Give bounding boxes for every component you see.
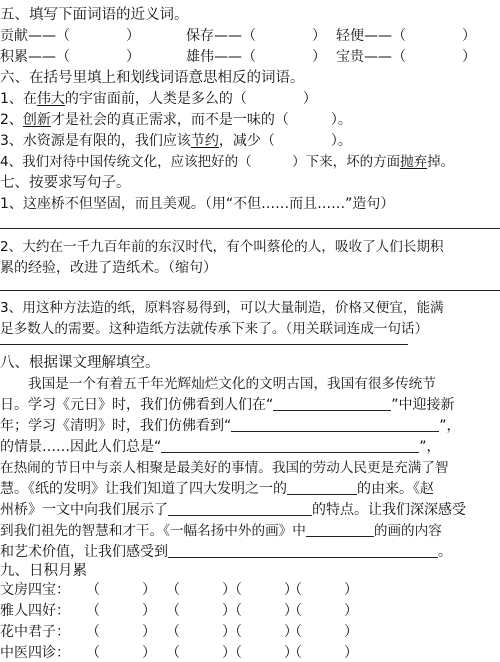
idiom-answer-slot[interactable]: （ ） (86, 645, 156, 661)
section-9-title: 九、日积月累 (0, 563, 87, 579)
paragraph-line: 慧。《纸的发明》让我们知道了四大发明之一的 的由来。《赵 (0, 481, 434, 497)
paragraph-line: 到我们祖先的智慧和才干。《一幅名扬中外的画》中 的画的内容 (0, 523, 442, 539)
synonym-item: 贡献——（ ） (0, 28, 140, 44)
synonym-item: 宝贵——（ ） (336, 49, 476, 65)
idiom-answer-slot[interactable]: （ ） (86, 582, 156, 598)
sentence-question-2-line1: 2、大约在一千九百年前的东汉时代，有个叫蔡伦的人，吸收了人们长期积 (0, 239, 444, 255)
idiom-answer-slot[interactable]: （ ） (228, 582, 298, 598)
fill-blank[interactable] (273, 396, 391, 411)
idiom-answer-slot[interactable]: （ ） (228, 624, 298, 640)
idiom-answer-slot[interactable]: （ ） (288, 624, 358, 640)
sentence-question-3-line2: 足多数人的需要。这种造纸方法就传承下来了。（用关联词连成一句话） (0, 321, 429, 337)
synonym-item: 雄伟——（ ） (186, 49, 326, 65)
idiom-answer-slot[interactable]: （ ） (288, 645, 358, 661)
idiom-answer-slot[interactable]: （ ） (166, 624, 236, 640)
sentence-question-3-line1: 3、用这种方法造的纸，原料容易得到，可以大量制造，价格又便宜，能满 (0, 300, 444, 316)
antonym-question-2: 2、创新才是社会的真正需求，而不是一味的（ ）。 (0, 112, 352, 128)
idiom-answer-slot[interactable]: （ ） (86, 624, 156, 640)
section-7-title: 七、按要求写句子。 (0, 175, 131, 191)
idiom-row-label: 中医四诊： (0, 645, 70, 661)
answer-line[interactable] (0, 228, 500, 229)
sentence-question-1: 1、这座桥不但坚固，而且美观。（用“不但……而且……”造句） (0, 196, 395, 212)
paragraph-line: 州桥》一文中向我们展示了 的特点。让我们深深感受 (0, 502, 466, 518)
fill-blank[interactable] (168, 501, 312, 516)
idiom-answer-slot[interactable]: （ ） (288, 582, 358, 598)
sentence-question-2-line2: 累的经验，改进了造纸术。（缩句） (0, 260, 217, 276)
fill-blank[interactable] (168, 543, 438, 558)
idiom-answer-slot[interactable]: （ ） (228, 603, 298, 619)
idiom-row-label: 雅人四好： (0, 603, 70, 619)
paragraph-line: 和艺术价值，让我们感受到 。 (0, 544, 452, 560)
antonym-question-1: 1、在伟大的宇宙面前，人类是多么的（ ） (0, 91, 317, 107)
paragraph-line: 的情景……因此人们总是“ ”， (0, 439, 441, 455)
paragraph-line: 日。学习《元日》时，我们仿佛看到人们在“ ”中迎接新 (0, 397, 455, 413)
synonym-item: 积累——（ ） (0, 49, 140, 65)
idiom-answer-slot[interactable]: （ ） (166, 645, 236, 661)
idiom-row-label: 花中君子： (0, 624, 70, 640)
section-5-title: 五、填写下面词语的近义词。 (0, 7, 189, 23)
section-8-title: 八、根据课文理解填空。 (0, 355, 160, 371)
fill-blank[interactable] (231, 417, 439, 432)
idiom-row-label: 文房四宝： (0, 582, 70, 598)
antonym-question-4: 4、我们对待中国传统文化，应该把好的（ ）下来，坏的方面抛弃掉。 (0, 154, 455, 170)
idiom-answer-slot[interactable]: （ ） (166, 603, 236, 619)
idiom-answer-slot[interactable]: （ ） (228, 645, 298, 661)
idiom-answer-slot[interactable]: （ ） (166, 582, 236, 598)
answer-line[interactable] (0, 344, 408, 345)
paragraph-line: 在热闹的节日中与亲人相聚是最美好的事情。我国的劳动人民更是充满了智 (0, 460, 449, 476)
answer-line[interactable] (0, 290, 500, 291)
idiom-answer-slot[interactable]: （ ） (86, 603, 156, 619)
synonym-item: 轻便——（ ） (336, 28, 476, 44)
fill-blank[interactable] (306, 522, 374, 537)
synonym-item: 保存——（ ） (186, 28, 326, 44)
fill-blank[interactable] (161, 438, 419, 453)
paragraph-line: 年；学习《清明》时，我们仿佛看到“ ”， (0, 418, 461, 434)
paragraph-line: 我国是一个有着五千年光辉灿烂文化的文明古国，我国有很多传统节 (28, 376, 436, 392)
antonym-question-3: 3、水资源是有限的，我们应该节约，减少（ ）。 (0, 133, 352, 149)
section-6-title: 六、在括号里填上和划线词语意思相反的词语。 (0, 70, 305, 86)
fill-blank[interactable] (287, 480, 357, 495)
idiom-answer-slot[interactable]: （ ） (288, 603, 358, 619)
